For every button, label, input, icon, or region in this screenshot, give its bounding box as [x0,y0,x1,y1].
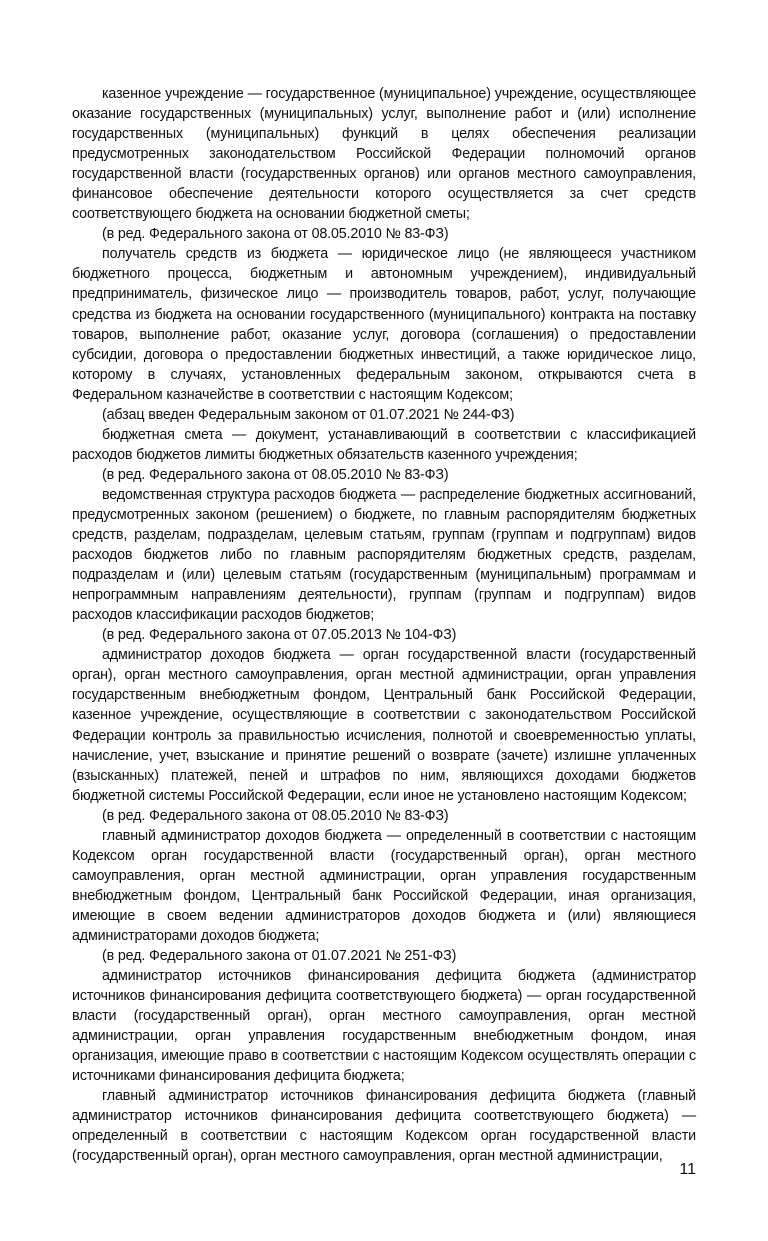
paragraph-administrator-dohodov: администратор доходов бюджета — орган государственной власти (государственный орган), орган местного самоуправления, орган местной администрации, орган управления государственным внебюджетным фондом, Центральный банк Российской Федерации, казенное учреждение, осуществляющие в соответствии с законодательством Российской Федерации контроль за правильностью исчисления, полнотой и своевременностью уплаты, начисление, учет, взыскание и принятие решений о возврате (зачете) излишне уплаченных (взысканных) платежей, пеней и штрафов по ним, являющихся доходами бюджетов бюджетной системы Российской Федерации, если иное не установлено настоящим Кодексом; [72,647,696,804]
amendment-note: (абзац введен Федеральным законом от 01.07.2021 № 244-ФЗ) [102,406,515,423]
paragraph-administrator-istochnikov: администратор источников финансирования дефицита бюджета (администратор источников финансирования дефицита соответствующего бюджета) — орган государственной власти (государственный орган), орган местного самоуправления, орган местной администрации, орган управления государственным внебюджетным фондом, иная организация, имеющие право в соответствии с настоящим Кодексом осуществлять операции с источниками финансирования дефицита бюджета; [72,968,696,1085]
body-text [72,84,696,1167]
paragraph-glavny-administrator-istochnikov: главный администратор источников финансирования дефицита бюджета (главный администратор источников финансирования дефицита соответствующего бюджета) — определенный в соответствии с настоящим Кодексом орган государственной власти (государственный орган), орган местного самоуправления, орган местной администрации, [72,1088,696,1165]
amendment-note: (в ред. Федерального закона от 01.07.2021 № 251-ФЗ) [102,948,457,965]
paragraph-vedomstvennaya-struktura: ведомственная структура расходов бюджета — распределение бюджетных ассигнований, предусмотренных законом (решением) о бюджете, по главным распорядителям бюджетных средств, разделам, подразделам, целевым статьям, группам (группам и подгруппам) видов расходов бюджетов либо по главным распорядителям бюджетных средств, разделам, подразделам и (или) целевым статьям (государственным (муниципальным) программам и непрограммным направлениям деятельности), группам (группам и подгруппам) видов расходов классификации расходов бюджетов; [72,486,696,624]
paragraph-kazennoe-uchrezhdenie: казенное учреждение — государственное (муниципальное) учреждение, осуществляющее оказание государственных (муниципальных) услуг, выполнение работ и (или) исполнение государственных (муниципальных) функций в целях обеспечения реализации предусмотренных законодательством Российской Федерации полномочий органов государственной власти (государственных органов) или органов местного самоуправления, финансовое обеспечение деятельности которого осуществляется за счет средств соответствующего бюджета на основании бюджетной сметы; [72,86,696,223]
paragraph-glavny-administrator-dohodov: главный администратор доходов бюджета — определенный в соответствии с настоящим Кодексом орган государственной власти (государственный орган), орган местного самоуправления, орган местной администрации, орган управления государственным внебюджетным фондом, Центральный банк Российской Федерации, иная организация, имеющие в своем ведении администраторов доходов бюджета и (или) являющиеся администраторами доходов бюджета; [72,827,696,944]
amendment-note: (в ред. Федерального закона от 08.05.2010 № 83-ФЗ) [102,466,449,483]
amendment-note: (в ред. Федерального закона от 08.05.2010 № 83-ФЗ) [102,226,449,243]
amendment-note: (в ред. Федерального закона от 08.05.2010 № 83-ФЗ) [102,807,449,824]
page-number: 11 [679,1161,696,1178]
paragraph-poluchatel-sredstv: получатель средств из бюджета — юридическое лицо (не являющееся участником бюджетного процесса, бюджетным и автономным учреждением), индивидуальный предприниматель, физическое лицо — производитель товаров, работ, услуг, получающие средства из бюджета на основании государственного (муниципального) контракта на поставку товаров, выполнение работ, оказание услуг, договора (соглашения) о предоставлении субсидии, договора о предоставлении бюджетных инвестиций, а также юридическое лицо, которому в случаях, установленных федеральным законом, открываются счета в Федеральном казначействе в соответствии с настоящим Кодексом; [72,246,696,403]
paragraph-byudzhetnaya-smeta: бюджетная смета — документ, устанавливающий в соответствии с классификацией расходов бюджетов лимиты бюджетных обязательств казенного учреждения; [72,426,696,463]
amendment-note: (в ред. Федерального закона от 07.05.2013 № 104-ФЗ) [102,627,457,644]
